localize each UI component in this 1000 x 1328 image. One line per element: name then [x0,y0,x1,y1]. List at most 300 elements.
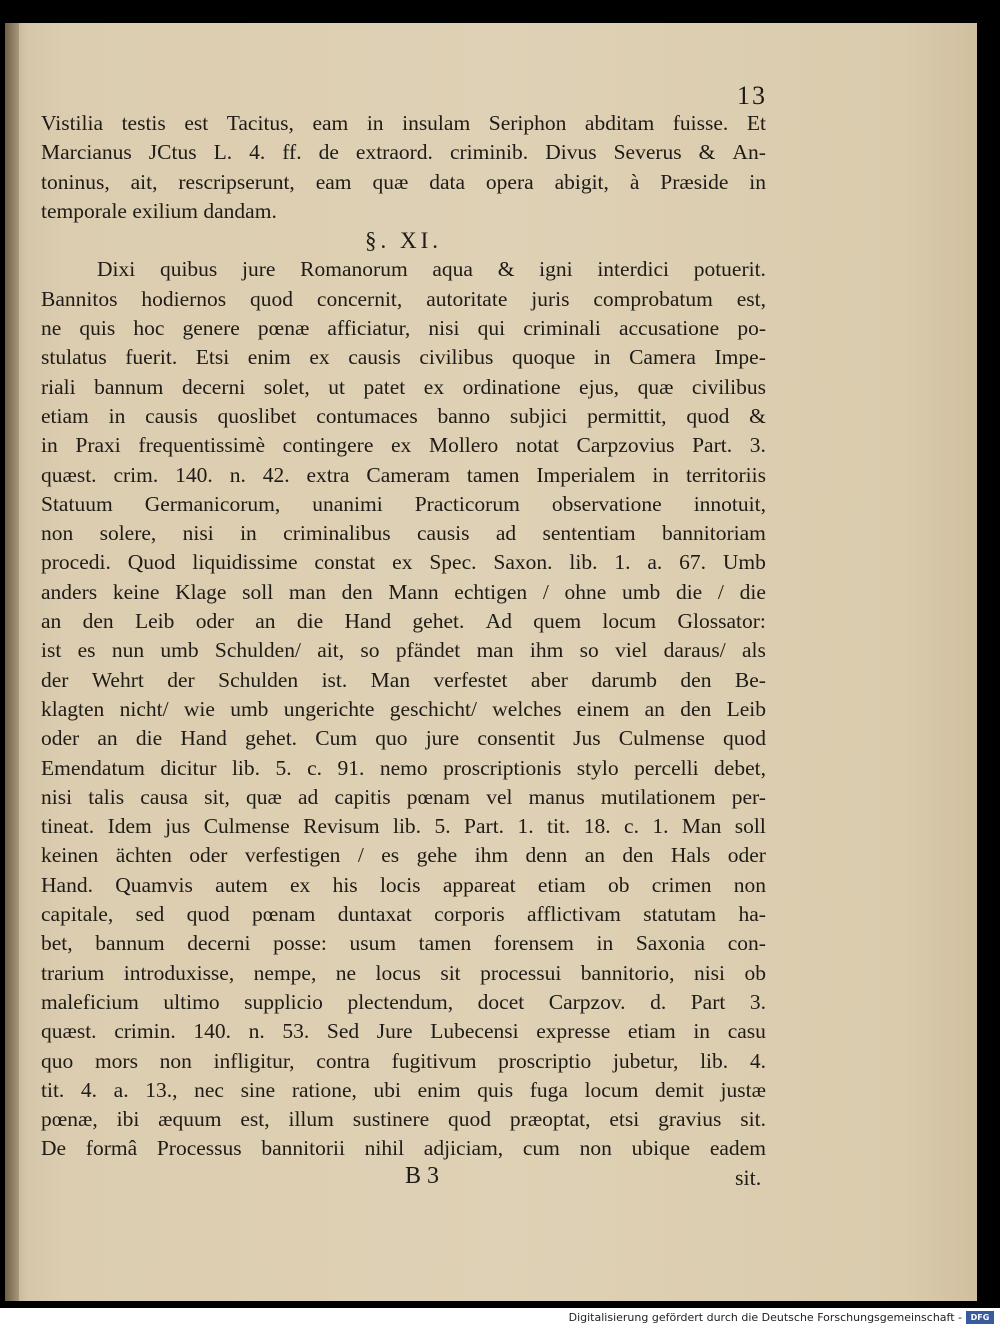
word: supplicio [244,989,323,1014]
text-line [41,607,766,636]
word: eam [312,111,349,135]
word: Statuum [41,491,113,516]
word: duntaxat [337,902,412,927]
word: genere [182,316,240,341]
word: & [698,140,716,165]
word: Tacitus, [226,111,294,135]
word: ex [391,433,412,458]
word: appareat [442,872,516,897]
word: fuga [529,1077,568,1102]
word: den [680,696,712,721]
word: po- [737,316,766,341]
word: Jure [376,1019,413,1044]
text-line [41,812,766,841]
word: afflictivam [526,902,621,927]
word: posse: [273,931,327,956]
word: ultimo [163,989,220,1014]
word: ad [495,521,517,546]
word: verfestet [433,667,508,692]
word: cum [522,1136,560,1161]
word: nisi [693,960,726,985]
word: quæ [246,784,282,809]
word: æquum [158,1107,222,1132]
word: tineat. [41,814,95,839]
word: Jus [573,726,601,751]
word: 18. [583,814,611,839]
word: & [497,257,515,282]
word: nihil [364,1136,405,1161]
word: L. [213,140,233,165]
word: quoslibet [217,403,297,428]
word: keine [112,579,160,604]
word: Idem [107,814,152,839]
catchword: sit. [735,1165,762,1190]
word: subjici [509,403,568,428]
word: jubetur, [612,1048,679,1073]
word: ad [298,784,319,809]
word: crim. [113,462,159,487]
text-line [41,109,766,138]
word: Part. [692,433,733,458]
word: bannitorio, [580,960,675,985]
word: nisi [428,316,460,341]
word: klagten [41,696,105,721]
word: quis [79,316,116,341]
word: sit. [740,1107,766,1132]
word: der [41,667,69,692]
word: umb [622,579,661,604]
word: oder [727,843,766,868]
word: Hand. [41,872,93,897]
word: bannum [94,374,164,399]
word: sed [135,902,165,927]
word: 4. [749,1048,766,1073]
text-line [41,490,766,519]
word: ist. [321,667,348,692]
word: in [108,403,126,428]
word: pœnæ, [41,1107,98,1132]
word: d. [650,989,667,1014]
word: in [240,521,257,546]
word: enim [247,345,291,370]
word: an [584,843,605,868]
word: locum [584,1077,639,1102]
word: jure [242,257,276,282]
word: crimin. [114,1019,176,1044]
word: 4. [249,140,266,165]
word: est, [736,286,766,311]
word: consentit [477,726,555,751]
word: darumb [591,667,658,692]
word: ne [41,316,62,341]
word: / [717,579,724,604]
word: extra [306,462,350,487]
word: Cameram [366,462,450,487]
word: rescripserunt, [178,169,295,194]
word: ohne [564,579,607,604]
text-line [41,402,766,431]
word: gehet. [412,609,465,634]
word: ff. [282,140,302,165]
word: Carpzov. [548,989,626,1014]
word: decerni [181,374,246,399]
word: in [366,111,384,135]
word: quod [686,403,730,428]
word: Umb [722,550,766,575]
word: bet, [41,931,73,956]
word: nempe, [253,960,317,985]
word: Bannitos [41,286,118,311]
word: bannitoriam [662,521,766,546]
word: ait, [317,638,345,663]
word: ha- [738,902,766,927]
word: ex [309,345,330,370]
text-line [41,666,766,695]
word: n. [248,1019,265,1044]
word: his [332,872,358,897]
word: permittit, [587,403,667,428]
word: nisi [41,784,73,809]
word: An- [732,140,766,165]
word: ex [289,872,311,897]
word: docet [477,989,525,1014]
word: juris [531,286,570,311]
word: non [733,872,766,897]
word: Dixi [97,257,136,282]
word: Severus [613,140,682,165]
word: an [97,726,118,751]
word: mutilationem [600,784,716,809]
word: de [318,140,339,165]
text-line [41,168,766,197]
text-line [41,754,766,783]
word: afficiatur, [327,316,411,341]
word: c. [307,755,323,780]
word: fuerit. [125,345,178,370]
word: quod [722,726,766,751]
word: an [644,696,665,721]
word: formâ [85,1136,138,1161]
word: Sed [326,1019,360,1044]
word: trarium [41,960,105,985]
word: accusatione [618,316,720,341]
word: nun [111,638,145,663]
word: Etsi [195,345,230,370]
word: quod [186,902,230,927]
word: 1. [517,814,534,839]
word: n. [229,462,246,487]
word: maleficium [41,989,139,1014]
word: 53. [282,1019,310,1044]
word: causa [140,784,188,809]
word: sine [240,1077,276,1102]
word: ratione, [291,1077,357,1102]
word: territoriis [685,462,766,487]
word: lib. [569,550,598,575]
word: justæ [720,1077,766,1102]
word: forensem [493,931,574,956]
text-line [41,578,766,607]
word: statutam [643,902,717,927]
word: jure [425,726,460,751]
body-text [41,109,766,1164]
word: est [184,111,209,135]
word: geschicht/ [389,696,477,721]
word: etiam [627,1019,676,1044]
word: 5. [275,755,292,780]
word: an [255,609,276,634]
word: potuerit. [693,257,766,282]
word: Cum [315,726,358,751]
word: bannum [95,931,165,956]
word: der [167,667,195,692]
word: daraus/ [663,638,726,663]
word: sit [440,960,461,985]
word: c. [624,814,639,839]
word: Germanicorum, [144,491,281,516]
word: 4. [80,1077,98,1102]
word: Praxi [75,433,121,458]
word: civilibus [691,374,766,399]
word: die [135,726,163,751]
word: demit [654,1077,704,1102]
word: oder [41,726,80,751]
word: præoptat, [509,1107,591,1132]
word: qui [477,316,506,341]
signature-mark: B 3 [405,1163,440,1189]
text-line [41,285,766,314]
word: Hals [670,843,711,868]
word: 67. [679,550,706,575]
text-line [41,695,766,724]
word: ex [392,550,413,575]
word: Culmense [203,814,290,839]
word: in [596,931,614,956]
word: contumaces [316,403,418,428]
word: adjiciam, [423,1136,504,1161]
word: es [381,843,400,868]
word: fugitivum [391,1048,477,1073]
word: viel [615,638,648,663]
word: procedi. [41,550,111,575]
text-line [41,1017,766,1046]
word: keinen [41,843,99,868]
word: causis [416,521,470,546]
word: solere, [99,521,157,546]
word: constat [314,550,376,575]
word: autem [215,872,268,897]
word: à [629,169,640,194]
word: fuisse. [672,111,729,135]
word: comprobatum [593,286,713,311]
word: 5. [434,814,451,839]
word: percelli [634,755,699,780]
word: Quod [127,550,176,575]
word: JCtus [148,140,197,165]
word: 91. [337,755,365,780]
word: quod [448,1107,492,1132]
word: quæst. [41,462,97,487]
word: lib. [700,1048,729,1073]
word: Part [690,989,726,1014]
word: Saxon. [493,550,553,575]
word: toninus, [41,169,110,194]
text-line [41,1047,766,1076]
word: Man [681,814,722,839]
word: hodiernos [141,286,227,311]
word: oder [189,843,228,868]
word: criminalibus [283,521,391,546]
word: a. [647,550,663,575]
word: Quamvis [115,872,193,897]
word: banno [437,403,491,428]
word: pœnam [252,902,316,927]
word: unanimi [312,491,383,516]
word: non [41,521,74,546]
word: interdici [597,257,669,282]
text-line [41,138,766,167]
word: Culmense [618,726,705,751]
funding-credit-text: Digitalisierung gefördert durch die Deutsche Forschungsgemeinschaft - [568,1311,962,1324]
word: Lubecensi [430,1019,519,1044]
word: abditam [584,111,655,135]
word: soll [242,579,274,604]
word: Part. [464,814,505,839]
word: ut [328,374,345,399]
book-page [5,23,977,1301]
word: lib. [231,755,261,780]
word: echtigen [454,579,528,604]
text-line [41,548,766,577]
word: decerni [187,931,251,956]
word: concernit, [316,286,403,311]
word: testis [121,111,166,135]
word: umb [160,638,199,663]
word: contra [316,1048,370,1073]
word: Camera [629,345,696,370]
word: die [739,579,766,604]
word: quæst. [41,1019,97,1044]
text-line [41,959,766,988]
word: Emendatum [41,755,145,780]
word: Revisum [303,814,380,839]
word: den [622,843,654,868]
word: contingere [282,433,374,458]
word: lib. [392,814,422,839]
word: denn [525,843,568,868]
word: est, [240,1107,270,1132]
word: Man [370,667,411,692]
word: soll [734,814,766,839]
word: innotuit, [693,491,766,516]
word: gehe [416,843,458,868]
word: Impe- [714,345,766,370]
word: nemo [379,755,428,780]
word: quem [533,609,582,634]
word: proscriptio [498,1048,592,1073]
word: ungerichte [283,696,375,721]
word: 140. [193,1019,231,1044]
word: non [159,1048,192,1073]
word: riali [41,374,76,399]
section-heading: §. XI. [364,228,443,254]
word: so [360,638,380,663]
word: locum [602,609,657,634]
word: Carpzovius [576,433,675,458]
word: expresse [536,1019,611,1044]
word: ejus, [579,374,620,399]
word: umb [230,696,269,721]
word: Saxonia [635,931,706,956]
page-footer [5,1147,977,1190]
word: a. [113,1077,129,1102]
word: Klage [175,579,227,604]
text-line [41,431,766,460]
word: stylo [576,755,619,780]
word: plectendum, [347,989,454,1014]
word: vel [486,784,513,809]
word: oder [195,609,234,634]
text-line [41,255,766,284]
word: quæ [637,374,674,399]
word: crimen [651,872,712,897]
word: den [82,609,114,634]
word: anders [41,579,98,604]
word: casu [727,1019,766,1044]
page-number: 13 [737,81,767,110]
text-line [41,314,766,343]
word: Spec. [429,550,477,575]
word: tit. [547,814,571,839]
word: Wehrt [91,667,144,692]
word: Practicorum [414,491,520,516]
word: Hand [180,726,227,751]
word: 1. [614,550,631,575]
word: dicitur [160,755,217,780]
word: tamen [418,931,472,956]
word: notat [515,433,559,458]
word: per- [731,784,766,809]
word: ubi [373,1077,402,1102]
word: processui [480,960,562,985]
word: bannitorii [261,1136,345,1161]
word: an [41,609,62,634]
scanned-page-frame [0,18,1000,1308]
word: so [579,638,599,663]
word: abigit, [554,169,609,194]
word: ordinatione [462,374,561,399]
word: etsi [609,1107,640,1132]
word: civilibus [419,345,494,370]
word: locus [375,960,421,985]
word: ihm [529,638,564,663]
word: / [542,579,549,604]
word: ex [423,374,445,399]
word: die [675,579,703,604]
word: aqua [432,257,473,282]
word: De [41,1136,67,1161]
word: ob [744,960,766,985]
text-line [41,929,766,958]
word: Vistilia [41,111,104,135]
word: ächten [115,843,172,868]
word: talis [88,784,125,809]
word: ne [335,960,357,985]
word: ait, [130,169,158,194]
word: liquidissime [192,550,298,575]
word: Hand [344,609,392,634]
word: Et [746,111,766,135]
